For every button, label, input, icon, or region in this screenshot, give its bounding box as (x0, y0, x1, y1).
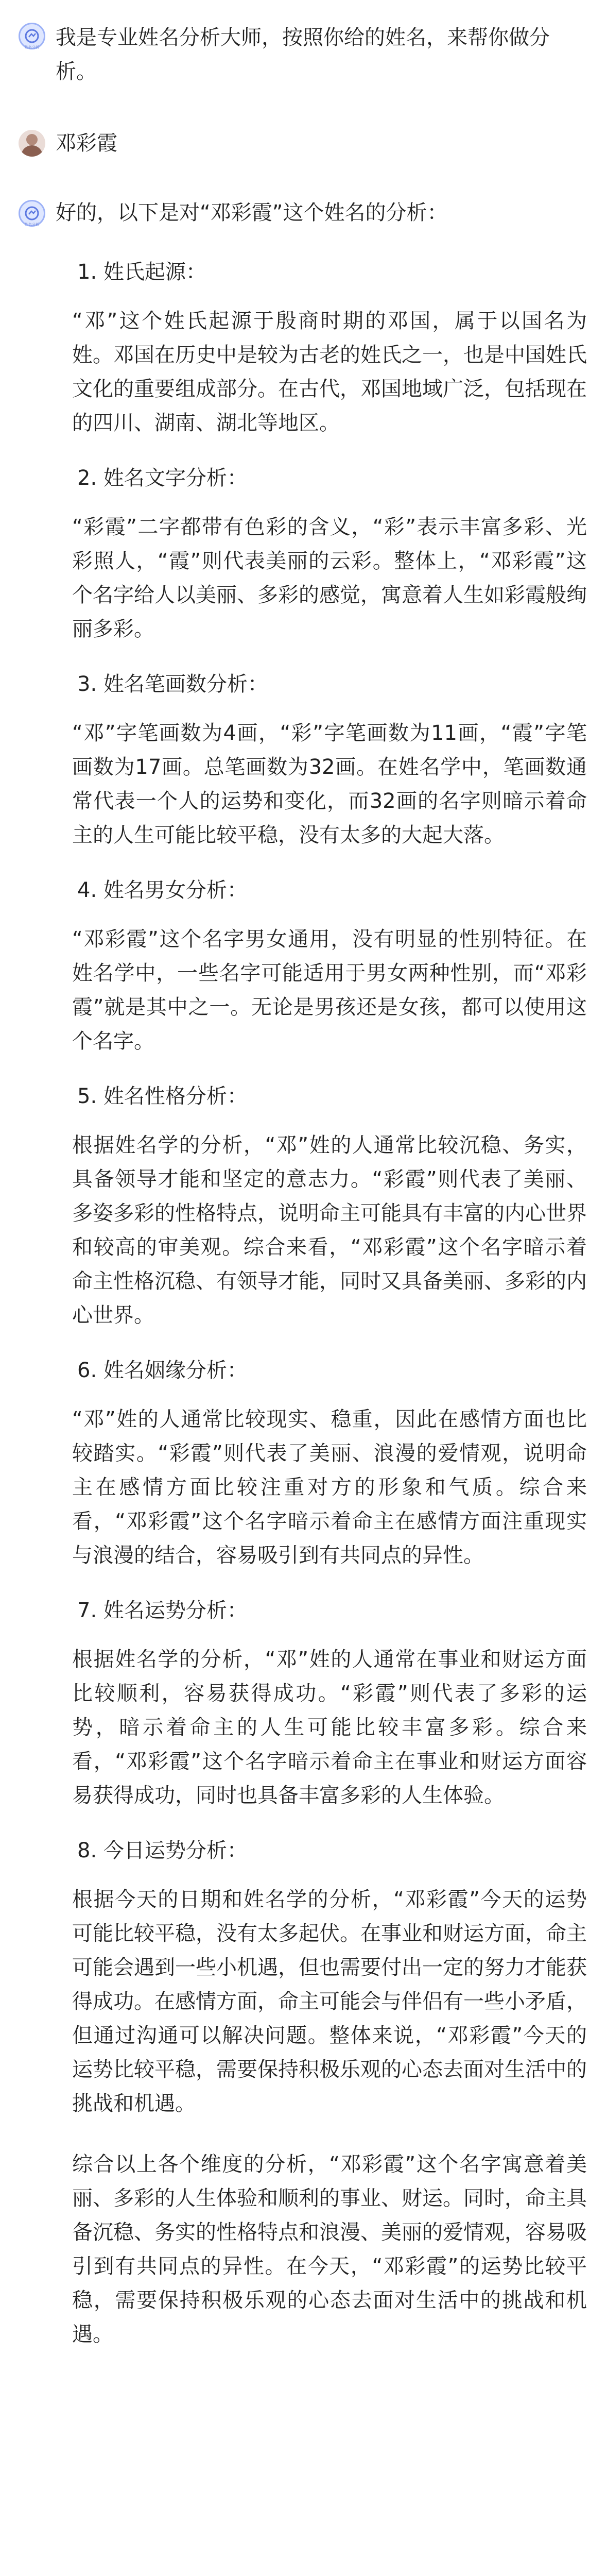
section-text: 根据姓名学的分析，“邓”姓的人通常比较沉稳、务实，具备领导才能和坚定的意志力。“彩霞”则代表了美丽、多姿多彩的性格特点，说明命主可能具有丰富的内心世界和较高的审美观。综合来看，“邓彩霞”这个名字暗示着命主性格沉稳、有领导才能，同时又具备美丽、多彩的内心世界。 (72, 1133, 587, 1327)
robot-icon (24, 28, 40, 44)
bot-avatar-caption: 姓名分析 (25, 223, 39, 227)
section-text: “邓彩霞”这个名字男女通用，没有明显的性别特征。在姓名学中，一些名字可能适用于男女两种性别，而“邓彩霞”就是其中之一。无论是男孩还是女孩，都可以使用这个名字。 (72, 927, 587, 1053)
user-message: 邓彩霞 (56, 131, 117, 155)
section-title: 4. 姓名男女分析： (77, 878, 248, 902)
section-text: “邓”这个姓氏起源于殷商时期的邓国，属于以国名为姓。邓国在历史中是较为古老的姓氏之一，也是中国姓氏文化的重要组成部分。在古代，邓国地域广泛，包括现在的四川、湖南、湖北等地区。 (72, 309, 587, 435)
section-text: 根据今天的日期和姓名学的分析，“邓彩霞”今天的运势可能比较平稳，没有太多起伏。在事业和财运方面，命主可能会遇到一些小机遇，但也需要付出一定的努力才能获得成功。在感情方面，命主可能会与伴侣有一些小矛盾，但通过沟通可以解决问题。整体来说，“邓彩霞”今天的运势比较平稳，需要保持积极乐观的心态去面对生活中的挑战和机遇。 (72, 1888, 587, 2115)
section-title: 5. 姓名性格分析： (77, 1084, 248, 1108)
bot-intro-message: 我是专业姓名分析大师，按照你给的姓名，来帮你做分析。 (56, 26, 550, 83)
bot-avatar-caption: 姓名分析 (25, 45, 39, 49)
section-title: 7. 姓名运势分析： (77, 1599, 248, 1622)
bot-avatar-answer (19, 200, 45, 227)
answer-body (72, 258, 587, 2375)
summary-text: 综合以上各个维度的分析，“邓彩霞”这个名字寓意着美丽、多彩的人生体验和顺利的事业、财运。同时，命主具备沉稳、务实的性格特点和浪漫、美丽的爱情观，容易吸引到有共同点的异性。在今天，“邓彩霞”的运势比较平稳，需要保持积极乐观的心态去面对生活中的挑战和机遇。 (72, 2153, 587, 2346)
user-avatar-body (21, 145, 43, 157)
bot-avatar (19, 23, 45, 49)
section-text: “邓”字笔画数为4画，“彩”字笔画数为11画，“霞”字笔画数为17画。总笔画数为32画。在姓名学中，笔画数通常代表一个人的运势和变化，而32画的名字则暗示着命主的人生可能比较平稳，没有太多的大起大落。 (72, 721, 587, 847)
section-text: “彩霞”二字都带有色彩的含义，“彩”表示丰富多彩、光彩照人，“霞”则代表美丽的云彩。整体上，“邓彩霞”这个名字给人以美丽、多彩的感觉，寓意着人生如彩霞般绚丽多彩。 (72, 515, 587, 641)
robot-icon (24, 206, 40, 221)
section-title: 3. 姓名笔画数分析： (77, 672, 268, 696)
section-text: 根据姓名学的分析，“邓”姓的人通常在事业和财运方面比较顺利，容易获得成功。“彩霞”则代表了多彩的运势，暗示着命主的人生可能比较丰富多彩。综合来看，“邓彩霞”这个名字暗示着命主在事业和财运方面容易获得成功，同时也具备丰富多彩的人生体验。 (72, 1648, 587, 1807)
section-title: 8. 今日运势分析： (77, 1839, 248, 1862)
section-title: 2. 姓名文字分析： (77, 466, 248, 490)
section-title: 1. 姓氏起源： (77, 260, 206, 284)
user-avatar (19, 130, 45, 157)
answer-lead: 好的，以下是对“邓彩霞”这个姓名的分析： (56, 201, 448, 225)
section-text: “邓”姓的人通常比较现实、稳重，因此在感情方面也比较踏实。“彩霞”则代表了美丽、浪漫的爱情观，说明命主在感情方面比较注重对方的形象和气质。综合来看，“邓彩霞”这个名字暗示着命主在感情方面注重现实与浪漫的结合，容易吸引到有共同点的异性。 (72, 1408, 587, 1567)
user-avatar-head (26, 134, 38, 145)
section-title: 6. 姓名姻缘分析： (77, 1359, 248, 1382)
